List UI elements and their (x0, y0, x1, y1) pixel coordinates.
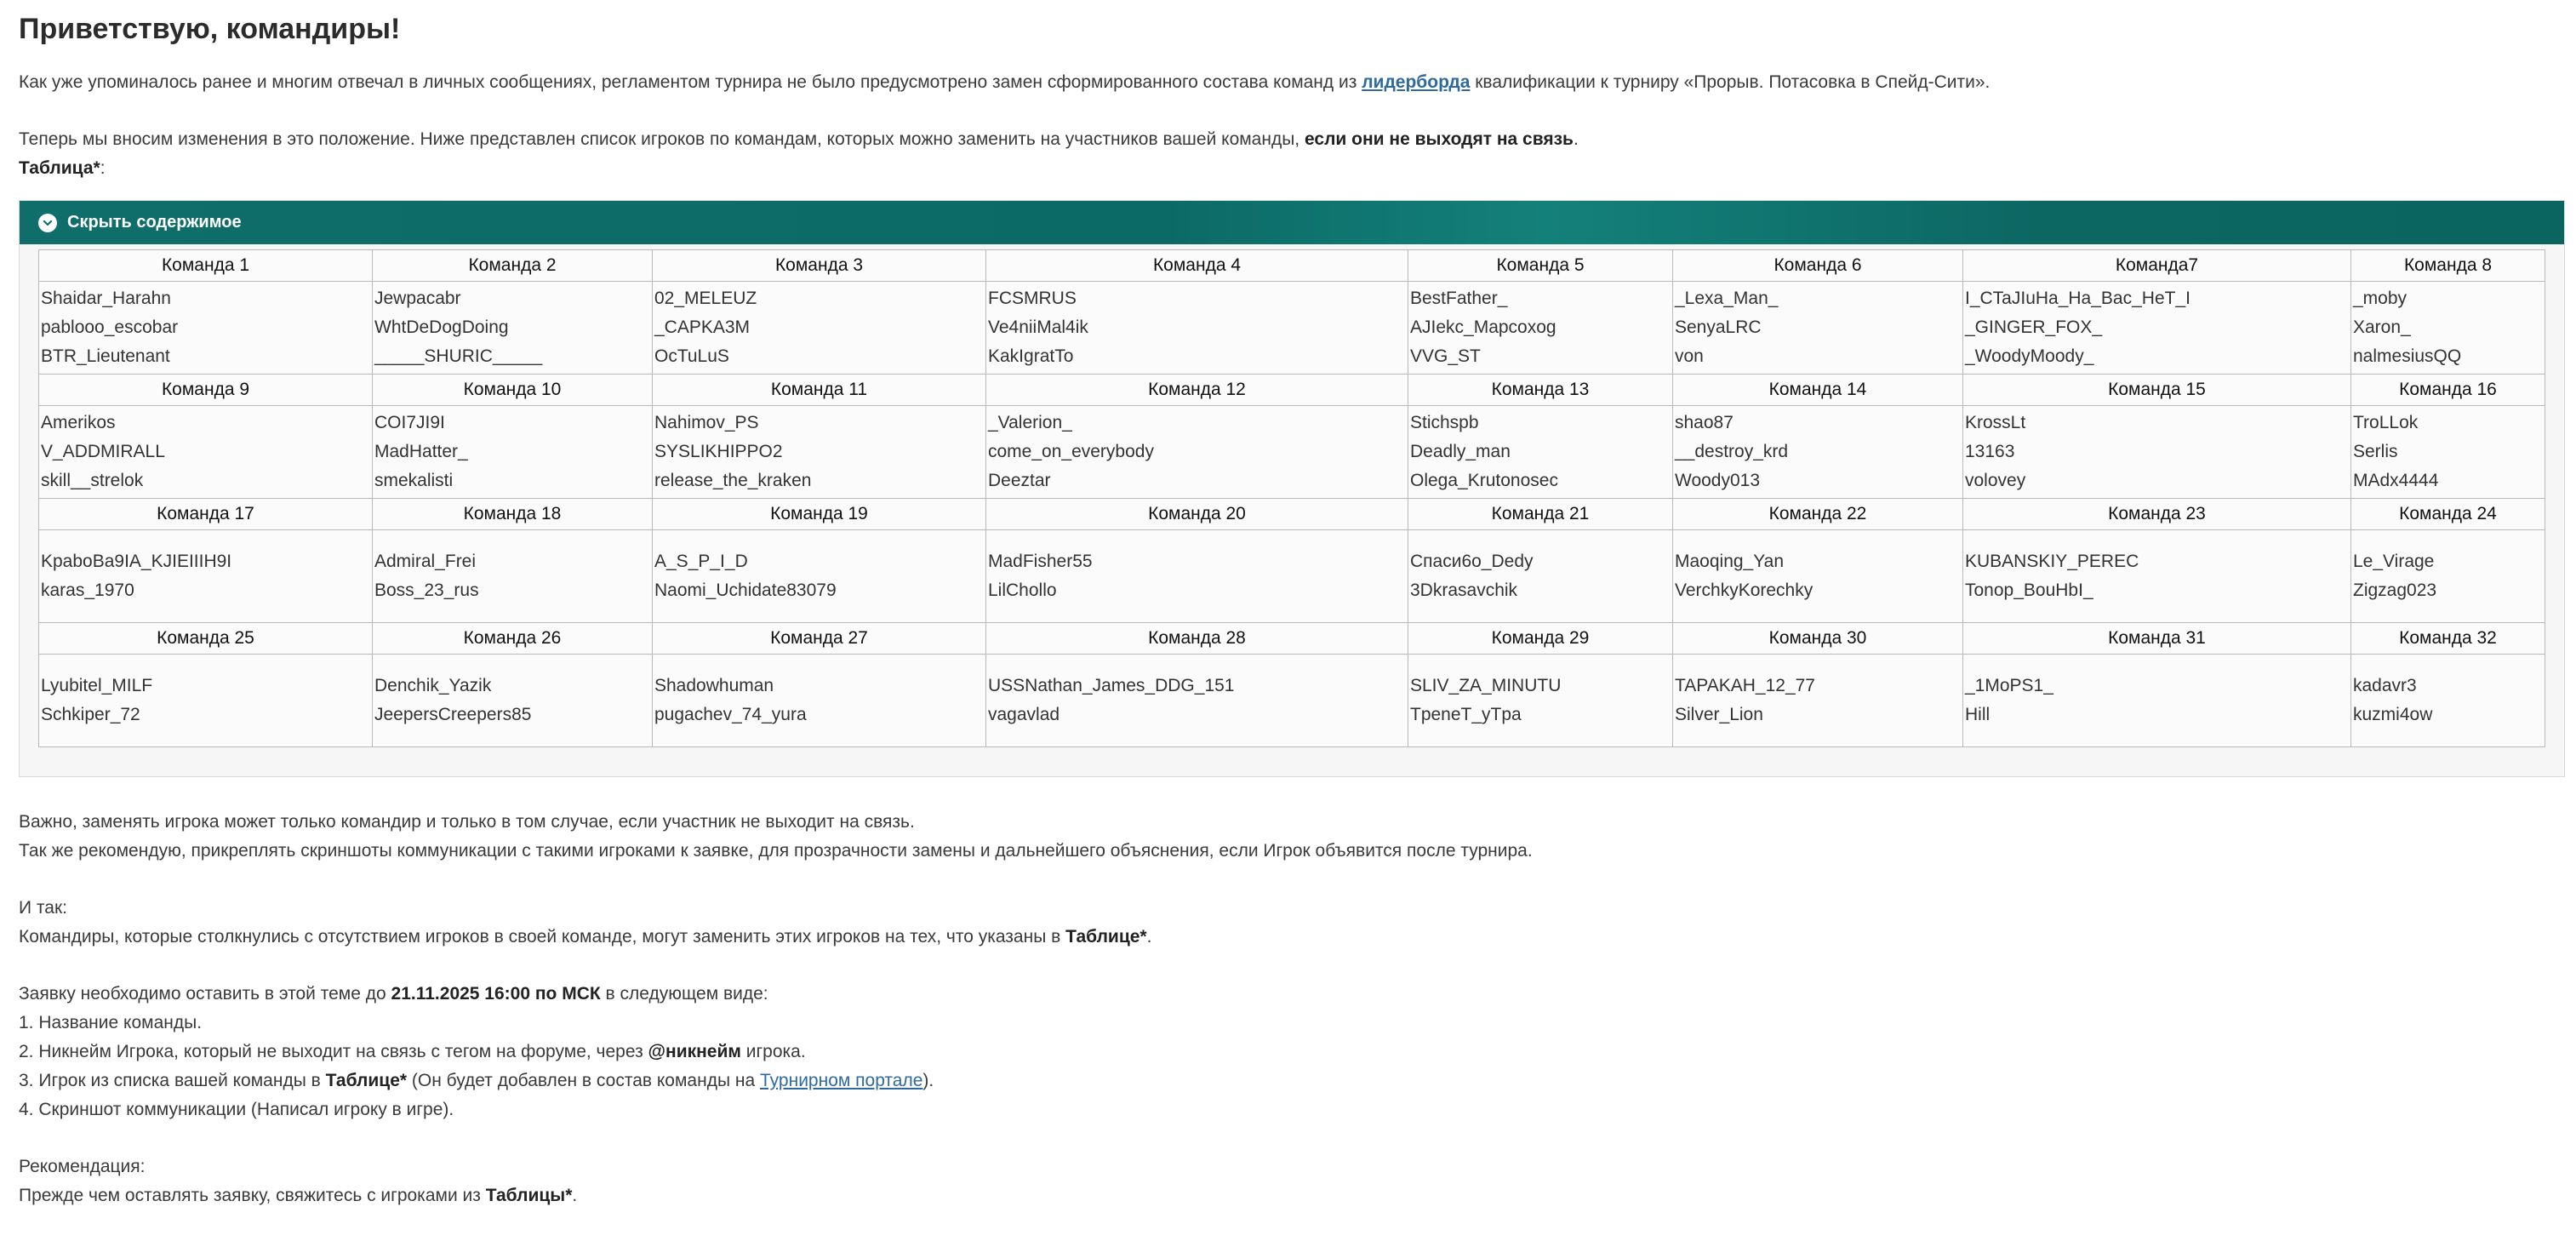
team-players-cell (986, 655, 1408, 747)
deadline-bold: 21.11.2025 16:00 по МСК (391, 984, 601, 1004)
table-caption-bold: Таблица* (19, 158, 100, 178)
intro-text: квалификации к турниру «Прорыв. Потасовка в Спейд-Сити». (1470, 72, 1991, 92)
intro-bold: если они не выходят на связь (1304, 129, 1574, 149)
team-players-cell (986, 406, 1408, 499)
teams-table (38, 249, 2545, 747)
note-bold: Таблице* (325, 1071, 408, 1090)
note-commanders (19, 923, 2557, 952)
team-players-cell (39, 282, 373, 375)
intro-paragraph-2 (19, 125, 2557, 154)
recommendation-text (19, 1181, 2557, 1210)
team-players-cell (2351, 655, 2545, 747)
player-name: Jewpacabr (374, 289, 461, 308)
player-name: LilChollo (988, 580, 1057, 600)
team-header: Команда 26 (373, 623, 653, 655)
player-name: Maoqing_Yan (1675, 552, 1785, 571)
team-header: Команда 12 (986, 375, 1408, 406)
player-name: Shaidar_Harahn (41, 289, 171, 308)
player-name: _Valerion_ (988, 413, 1072, 432)
player-name: _GINGER_FOX_ (1965, 317, 2103, 337)
player-name: VVG_ST (1410, 346, 1481, 366)
team-players-cell (1673, 655, 1963, 747)
player-name: Schkiper_72 (41, 705, 140, 724)
player-name: come_on_everybody (988, 442, 1154, 461)
player-name: release_the_kraken (654, 471, 812, 490)
team-players-cell (1963, 530, 2351, 623)
team-header: Команда 17 (39, 499, 373, 530)
team-players-cell (653, 655, 986, 747)
player-name: von (1675, 346, 1704, 366)
intro-text: Как уже упоминалось ранее и многим отвечал в личных сообщениях, регламентом турнира не было предусмотрено замен сформированного состава команд из (19, 72, 1362, 92)
team-header: Команда 1 (39, 250, 373, 282)
player-name: Naomi_Uchidate83079 (654, 580, 837, 600)
player-name: Shadowhuman (654, 676, 774, 695)
team-header: Команда 23 (1963, 499, 2351, 530)
team-players-cell (39, 406, 373, 499)
note-bold: Таблице* (1065, 927, 1147, 946)
team-players-cell (653, 530, 986, 623)
intro-paragraph-1 (19, 68, 2557, 97)
player-name: WhtDeDogDoing (374, 317, 509, 337)
team-header: Команда 15 (1963, 375, 2351, 406)
team-header: Команда 32 (2351, 623, 2545, 655)
player-name: Zigzag023 (2353, 580, 2437, 600)
team-header: Команда 18 (373, 499, 653, 530)
team-players-row (39, 406, 2545, 499)
team-header: Команда 30 (1673, 623, 1963, 655)
player-name: MadHatter_ (374, 442, 468, 461)
player-name: AJIekc_Mapcoxog (1410, 317, 1556, 337)
spoiler-content (20, 244, 2564, 776)
player-name: BestFather_ (1410, 289, 1508, 308)
team-players-cell (373, 530, 653, 623)
team-players-cell (1408, 530, 1673, 623)
intro-text: Теперь мы вносим изменения в это положение. Ниже представлен список игроков по командам, которых можно заменить на участников вашей команды, (19, 129, 1305, 149)
team-header: Команда 19 (653, 499, 986, 530)
table-caption-colon: : (100, 158, 106, 178)
team-header: Команда 21 (1408, 499, 1673, 530)
recommendation-label: Рекомендация: (19, 1157, 146, 1176)
player-name: Stichspb (1410, 413, 1479, 432)
player-name: 02_MELEUZ (654, 289, 757, 308)
player-name: Serlis (2353, 442, 2398, 461)
player-name: MadFisher55 (988, 552, 1093, 571)
team-players-row (39, 530, 2545, 623)
player-name: 13163 (1965, 442, 2015, 461)
team-players-cell (2351, 406, 2545, 499)
spoiler-toggle[interactable] (20, 201, 2564, 244)
player-name: V_ADDMIRALL (41, 442, 165, 461)
note-text: в следующем виде: (600, 984, 768, 1004)
team-players-cell (1408, 655, 1673, 747)
chevron-down-icon (38, 214, 57, 232)
post-notes (19, 808, 2557, 1210)
team-players-cell (1673, 530, 1963, 623)
team-players-cell (1963, 406, 2351, 499)
note-bold: Таблицы* (485, 1186, 573, 1205)
team-header: Команда 6 (1673, 250, 1963, 282)
player-name: TroLLok (2353, 413, 2419, 432)
note-deadline (19, 980, 2557, 1009)
player-name: kadavr3 (2353, 676, 2417, 695)
note-text: ). (922, 1071, 934, 1090)
player-name: Silver_Lion (1675, 705, 1763, 724)
player-name: Boss_23_rus (374, 580, 479, 600)
team-players-cell (1963, 282, 2351, 375)
player-name: __destroy_krd (1675, 442, 1789, 461)
player-name: FCSMRUS (988, 289, 1077, 308)
note-text: (Он будет добавлен в состав команды на (407, 1071, 760, 1090)
note-screenshots: Так же рекомендую, прикреплять скриншоты коммуникации с такими игроками к заявке, для прозрачности замены и дальнейшего объяснения, если Игрок объявится после турнира. (19, 841, 1533, 861)
player-name: shao87 (1675, 413, 1734, 432)
player-name: COI7JI9I (374, 413, 445, 432)
team-header: Команда 16 (2351, 375, 2545, 406)
player-name: SLIV_ZA_MINUTU (1410, 676, 1562, 695)
player-name: JeepersCreepers85 (374, 705, 532, 724)
note-important: Важно, заменять игрока может только командир и только в том случае, если участник не выходит на связь. (19, 812, 915, 832)
player-name: OcTuLuS (654, 346, 729, 366)
player-name: Спаси6о_Dedy (1410, 552, 1534, 571)
team-players-cell (1963, 655, 2351, 747)
team-players-row (39, 282, 2545, 375)
team-players-cell (986, 530, 1408, 623)
leaderboard-link[interactable]: лидерборда (1362, 72, 1471, 92)
player-name: nalmesiusQQ (2353, 346, 2462, 366)
player-name: Nahimov_PS (654, 413, 759, 432)
player-name: Tonop_BouHbI_ (1965, 580, 2093, 600)
player-name: TpeneT_yTpa (1410, 705, 1522, 724)
player-name: MAdx4444 (2353, 471, 2439, 490)
player-name: Deeztar (988, 471, 1051, 490)
table-caption (19, 154, 2557, 183)
note-so: И так: (19, 898, 68, 918)
spoiler-block (19, 200, 2565, 777)
team-header: Команда 22 (1673, 499, 1963, 530)
player-name: volovey (1965, 471, 2026, 490)
team-header: Команда 28 (986, 623, 1408, 655)
player-name: Ve4niiMal4ik (988, 317, 1088, 337)
player-name: VerchkyKorechky (1675, 580, 1813, 600)
player-name: Lyubitel_MILF (41, 676, 153, 695)
player-name: A_S_P_I_D (654, 552, 748, 571)
player-name: Le_Virage (2353, 552, 2435, 571)
team-players-cell (1408, 406, 1673, 499)
note-text: 2. Никнейм Игрока, который не выходит на связь с тегом на форуме, через (19, 1042, 648, 1061)
team-header: Команда 11 (653, 375, 986, 406)
team-players-cell (1408, 282, 1673, 375)
team-players-cell (986, 282, 1408, 375)
player-name: Olega_Krutonosec (1410, 471, 1558, 490)
team-players-row (39, 655, 2545, 747)
team-header-row (39, 499, 2545, 530)
team-header: Команда 20 (986, 499, 1408, 530)
team-header: Команда 25 (39, 623, 373, 655)
team-header: Команда 29 (1408, 623, 1673, 655)
team-header: Команда 27 (653, 623, 986, 655)
player-name: USSNathan_James_DDG_151 (988, 676, 1235, 695)
player-name: skill__strelok (41, 471, 144, 490)
team-players-cell (2351, 530, 2545, 623)
player-name: SYSLIKHIPPO2 (654, 442, 783, 461)
team-header-row (39, 375, 2545, 406)
intro-text: . (1573, 129, 1579, 149)
team-header: Команда 3 (653, 250, 986, 282)
team-players-cell (373, 282, 653, 375)
player-name: vagavlad (988, 705, 1060, 724)
team-header: Команда 13 (1408, 375, 1673, 406)
player-name: Admiral_Frei (374, 552, 477, 571)
player-name: TAPAKAH_12_77 (1675, 676, 1815, 695)
player-name: pablooo_escobar (41, 317, 179, 337)
list-item: 1. Название команды. (19, 1013, 203, 1032)
team-players-cell (653, 282, 986, 375)
player-name: Xaron_ (2353, 317, 2411, 337)
player-name: KpaboBa9IA_KJIEIIIH9I (41, 552, 232, 571)
player-name: KUBANSKIY_PEREC (1965, 552, 2139, 571)
player-name: Deadly_man (1410, 442, 1511, 461)
player-name: I_CTaJIuHa_Ha_Bac_HeT_I (1965, 289, 2190, 308)
team-header-row (39, 623, 2545, 655)
player-name: _moby (2353, 289, 2408, 308)
note-text: . (1146, 927, 1152, 946)
note-text: Заявку необходимо оставить в этой теме до (19, 984, 391, 1004)
player-name: _WoodyMoody_ (1965, 346, 2094, 366)
player-name: _1MoPS1_ (1965, 676, 2053, 695)
player-name: BTR_Lieutenant (41, 346, 170, 366)
team-players-cell (39, 655, 373, 747)
note-text: . (572, 1186, 578, 1205)
player-name: _Lexa_Man_ (1675, 289, 1779, 308)
team-players-cell (373, 406, 653, 499)
team-players-cell (1673, 282, 1963, 375)
player-name: 3Dkrasavchik (1410, 580, 1518, 600)
note-text: Прежде чем оставлять заявку, свяжитесь с игроками из (19, 1186, 486, 1205)
player-name: pugachev_74_yura (654, 705, 807, 724)
player-name: Woody013 (1675, 471, 1761, 490)
team-players-cell (653, 406, 986, 499)
post-title: Приветствую, командиры! (19, 13, 401, 45)
team-header-row (39, 250, 2545, 282)
player-name: Denchik_Yazik (374, 676, 492, 695)
list-item (19, 1067, 2557, 1095)
player-name: smekalisti (374, 471, 454, 490)
team-players-cell (39, 530, 373, 623)
team-header: Команда 4 (986, 250, 1408, 282)
player-name: KakIgratTo (988, 346, 1074, 366)
team-header: Команда 2 (373, 250, 653, 282)
team-header: Команда 31 (1963, 623, 2351, 655)
team-players-cell (373, 655, 653, 747)
note-text: Командиры, которые столкнулись с отсутствием игроков в своей команде, могут заменить этих игроков на тех, что указаны в (19, 927, 1066, 946)
spoiler-label: Скрыть содержимое (67, 213, 242, 232)
team-header: Команда 8 (2351, 250, 2545, 282)
player-name: karas_1970 (41, 580, 134, 600)
tournament-portal-link[interactable]: Турнирном портале (760, 1071, 923, 1090)
team-header: Команда7 (1963, 250, 2351, 282)
team-header: Команда 9 (39, 375, 373, 406)
player-name: _CAPKA3M (654, 317, 751, 337)
note-text: 3. Игрок из списка вашей команды в (19, 1071, 326, 1090)
note-text: игрока. (740, 1042, 806, 1061)
team-header: Команда 14 (1673, 375, 1963, 406)
player-name: KrossLt (1965, 413, 2026, 432)
team-header: Команда 24 (2351, 499, 2545, 530)
team-header: Команда 10 (373, 375, 653, 406)
team-players-cell (1673, 406, 1963, 499)
list-item: 4. Скриншот коммуникации (Написал игроку в игре). (19, 1100, 454, 1119)
player-name: kuzmi4ow (2353, 705, 2433, 724)
list-item (19, 1038, 2557, 1067)
player-name: SenyaLRC (1675, 317, 1762, 337)
player-name: _____SHURIC_____ (374, 346, 543, 366)
note-bold: @никнейм (648, 1042, 741, 1061)
team-header: Команда 5 (1408, 250, 1673, 282)
player-name: Amerikos (41, 413, 116, 432)
team-players-cell (2351, 282, 2545, 375)
player-name: Hill (1965, 705, 1991, 724)
